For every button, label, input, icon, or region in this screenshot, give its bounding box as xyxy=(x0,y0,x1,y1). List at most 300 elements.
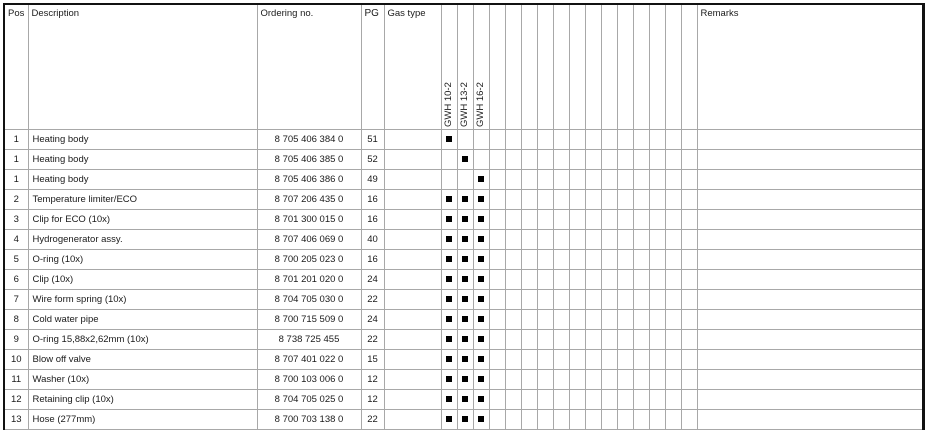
cell-description: Wire form spring (10x) xyxy=(28,289,257,309)
cell-empty xyxy=(617,409,633,429)
cell-empty xyxy=(617,149,633,169)
filled-square-icon xyxy=(462,236,468,242)
filled-square-icon xyxy=(478,376,484,382)
cell-empty xyxy=(505,149,521,169)
cell-description: Washer (10x) xyxy=(28,369,257,389)
cell-empty xyxy=(601,289,617,309)
cell-empty xyxy=(569,249,585,269)
cell-model-mark xyxy=(441,369,457,389)
header-remarks: Remarks xyxy=(697,5,922,129)
table-body xyxy=(5,129,922,429)
cell-empty xyxy=(553,169,569,189)
filled-square-icon xyxy=(446,236,452,242)
cell-empty xyxy=(601,129,617,149)
cell-empty xyxy=(585,169,601,189)
table-row xyxy=(5,389,922,409)
cell-model-mark xyxy=(441,349,457,369)
cell-empty xyxy=(521,349,537,369)
cell-empty xyxy=(601,389,617,409)
cell-description: Blow off valve xyxy=(28,349,257,369)
cell-empty xyxy=(601,269,617,289)
cell-pg: 24 xyxy=(361,309,384,329)
cell-empty xyxy=(585,209,601,229)
cell-empty xyxy=(585,329,601,349)
cell-empty xyxy=(665,209,681,229)
cell-empty xyxy=(489,329,505,349)
cell-empty xyxy=(617,349,633,369)
cell-gas-type xyxy=(384,389,441,409)
header-empty-col xyxy=(505,5,521,129)
cell-empty xyxy=(585,129,601,149)
cell-empty xyxy=(553,389,569,409)
cell-empty xyxy=(681,249,697,269)
cell-empty xyxy=(521,309,537,329)
cell-model-mark xyxy=(441,329,457,349)
filled-square-icon xyxy=(478,296,484,302)
cell-ordering-no: 8 700 205 023 0 xyxy=(257,249,361,269)
cell-empty xyxy=(521,409,537,429)
cell-model-mark xyxy=(473,249,489,269)
header-empty-col xyxy=(489,5,505,129)
cell-empty xyxy=(665,169,681,189)
cell-empty xyxy=(569,309,585,329)
cell-empty xyxy=(521,389,537,409)
cell-pos: 2 xyxy=(5,189,28,209)
table-row xyxy=(5,149,922,169)
cell-empty xyxy=(633,169,649,189)
cell-empty xyxy=(649,289,665,309)
cell-empty xyxy=(665,409,681,429)
cell-pg: 22 xyxy=(361,289,384,309)
cell-model-mark xyxy=(441,309,457,329)
cell-empty xyxy=(601,169,617,189)
cell-empty xyxy=(601,329,617,349)
cell-empty xyxy=(585,249,601,269)
cell-empty xyxy=(681,289,697,309)
cell-empty xyxy=(649,349,665,369)
cell-empty xyxy=(633,289,649,309)
cell-model-mark xyxy=(441,389,457,409)
cell-model-mark xyxy=(457,369,473,389)
cell-pos: 9 xyxy=(5,329,28,349)
cell-pos: 10 xyxy=(5,349,28,369)
cell-empty xyxy=(521,369,537,389)
cell-empty xyxy=(585,349,601,369)
cell-ordering-no: 8 707 406 069 0 xyxy=(257,229,361,249)
cell-pg: 16 xyxy=(361,189,384,209)
cell-ordering-no: 8 700 703 138 0 xyxy=(257,409,361,429)
cell-empty xyxy=(633,129,649,149)
cell-gas-type xyxy=(384,249,441,269)
cell-empty xyxy=(505,189,521,209)
cell-model-mark xyxy=(441,149,457,169)
cell-pos: 4 xyxy=(5,229,28,249)
cell-empty xyxy=(617,229,633,249)
cell-empty xyxy=(681,269,697,289)
cell-empty xyxy=(553,209,569,229)
filled-square-icon xyxy=(478,416,484,422)
cell-empty xyxy=(649,309,665,329)
filled-square-icon xyxy=(478,276,484,282)
cell-empty xyxy=(601,349,617,369)
cell-ordering-no: 8 701 201 020 0 xyxy=(257,269,361,289)
cell-model-mark xyxy=(473,349,489,369)
cell-gas-type xyxy=(384,169,441,189)
cell-ordering-no: 8 700 103 006 0 xyxy=(257,369,361,389)
cell-remarks xyxy=(697,229,922,249)
cell-empty xyxy=(505,229,521,249)
cell-empty xyxy=(649,389,665,409)
cell-model-mark xyxy=(457,389,473,409)
cell-pos: 1 xyxy=(5,149,28,169)
filled-square-icon xyxy=(478,256,484,262)
cell-description: Heating body xyxy=(28,169,257,189)
cell-empty xyxy=(553,129,569,149)
cell-empty xyxy=(489,149,505,169)
cell-model-mark xyxy=(473,269,489,289)
cell-empty xyxy=(633,189,649,209)
cell-empty xyxy=(633,409,649,429)
header-empty-col xyxy=(569,5,585,129)
filled-square-icon xyxy=(462,216,468,222)
cell-model-mark xyxy=(473,369,489,389)
cell-empty xyxy=(569,169,585,189)
cell-model-mark xyxy=(457,169,473,189)
table-row xyxy=(5,289,922,309)
cell-empty xyxy=(569,389,585,409)
cell-empty xyxy=(665,269,681,289)
cell-empty xyxy=(537,309,553,329)
header-empty-col xyxy=(649,5,665,129)
header-empty-col xyxy=(553,5,569,129)
cell-remarks xyxy=(697,249,922,269)
cell-empty xyxy=(617,369,633,389)
cell-empty xyxy=(649,369,665,389)
header-model-gwh-10-2: GWH 10-2 xyxy=(441,5,457,129)
filled-square-icon xyxy=(446,396,452,402)
cell-description: Hose (277mm) xyxy=(28,409,257,429)
cell-empty xyxy=(649,189,665,209)
cell-empty xyxy=(537,169,553,189)
cell-model-mark xyxy=(441,269,457,289)
cell-model-mark xyxy=(457,149,473,169)
cell-empty xyxy=(633,269,649,289)
cell-empty xyxy=(665,329,681,349)
cell-empty xyxy=(665,289,681,309)
cell-empty xyxy=(617,289,633,309)
table-row xyxy=(5,409,922,429)
cell-model-mark xyxy=(441,209,457,229)
cell-gas-type xyxy=(384,209,441,229)
filled-square-icon xyxy=(462,296,468,302)
cell-pg: 22 xyxy=(361,409,384,429)
cell-pg: 40 xyxy=(361,229,384,249)
cell-ordering-no: 8 705 406 386 0 xyxy=(257,169,361,189)
cell-empty xyxy=(617,169,633,189)
filled-square-icon xyxy=(478,196,484,202)
cell-empty xyxy=(649,169,665,189)
filled-square-icon xyxy=(462,376,468,382)
cell-pos: 3 xyxy=(5,209,28,229)
header-model-gwh-16-2: GWH 16-2 xyxy=(473,5,489,129)
filled-square-icon xyxy=(478,216,484,222)
cell-empty xyxy=(601,149,617,169)
cell-empty xyxy=(569,229,585,249)
cell-empty xyxy=(633,329,649,349)
cell-remarks xyxy=(697,309,922,329)
cell-empty xyxy=(681,209,697,229)
cell-empty xyxy=(601,249,617,269)
cell-empty xyxy=(537,389,553,409)
cell-empty xyxy=(681,389,697,409)
table-row xyxy=(5,349,922,369)
cell-empty xyxy=(553,289,569,309)
cell-pg: 22 xyxy=(361,329,384,349)
table-row xyxy=(5,169,922,189)
cell-model-mark xyxy=(441,409,457,429)
cell-model-mark xyxy=(441,169,457,189)
filled-square-icon xyxy=(462,196,468,202)
cell-empty xyxy=(537,129,553,149)
cell-empty xyxy=(585,149,601,169)
cell-empty xyxy=(489,129,505,149)
cell-ordering-no: 8 700 715 509 0 xyxy=(257,309,361,329)
cell-empty xyxy=(505,129,521,149)
cell-empty xyxy=(649,249,665,269)
filled-square-icon xyxy=(478,356,484,362)
cell-empty xyxy=(521,269,537,289)
cell-empty xyxy=(681,309,697,329)
cell-remarks xyxy=(697,129,922,149)
cell-empty xyxy=(521,129,537,149)
filled-square-icon xyxy=(446,216,452,222)
cell-empty xyxy=(569,369,585,389)
cell-empty xyxy=(521,329,537,349)
cell-empty xyxy=(505,249,521,269)
cell-empty xyxy=(505,309,521,329)
cell-empty xyxy=(665,129,681,149)
cell-empty xyxy=(585,369,601,389)
cell-gas-type xyxy=(384,349,441,369)
cell-empty xyxy=(633,209,649,229)
cell-ordering-no: 8 704 705 030 0 xyxy=(257,289,361,309)
cell-gas-type xyxy=(384,269,441,289)
cell-empty xyxy=(665,389,681,409)
cell-empty xyxy=(537,149,553,169)
filled-square-icon xyxy=(446,276,452,282)
cell-empty xyxy=(505,289,521,309)
cell-pg: 12 xyxy=(361,389,384,409)
cell-empty xyxy=(617,329,633,349)
cell-empty xyxy=(601,229,617,249)
cell-empty xyxy=(665,189,681,209)
cell-pos: 6 xyxy=(5,269,28,289)
filled-square-icon xyxy=(446,196,452,202)
cell-empty xyxy=(681,409,697,429)
cell-empty xyxy=(489,289,505,309)
cell-pos: 5 xyxy=(5,249,28,269)
cell-empty xyxy=(489,309,505,329)
cell-empty xyxy=(665,369,681,389)
header-model-gwh-13-2: GWH 13-2 xyxy=(457,5,473,129)
cell-empty xyxy=(569,129,585,149)
cell-empty xyxy=(585,189,601,209)
cell-model-mark xyxy=(441,129,457,149)
cell-empty xyxy=(633,249,649,269)
filled-square-icon xyxy=(446,376,452,382)
cell-remarks xyxy=(697,149,922,169)
header-empty-col xyxy=(633,5,649,129)
cell-pos: 1 xyxy=(5,129,28,149)
cell-description: Heating body xyxy=(28,129,257,149)
cell-empty xyxy=(665,149,681,169)
cell-empty xyxy=(569,269,585,289)
header-row xyxy=(5,5,922,129)
cell-empty xyxy=(585,389,601,409)
cell-empty xyxy=(617,309,633,329)
cell-empty xyxy=(553,309,569,329)
parts-list-table xyxy=(3,3,925,430)
header-empty-col xyxy=(521,5,537,129)
filled-square-icon xyxy=(462,416,468,422)
cell-empty xyxy=(681,129,697,149)
cell-model-mark xyxy=(441,289,457,309)
cell-model-mark xyxy=(441,189,457,209)
cell-empty xyxy=(665,309,681,329)
cell-empty xyxy=(681,229,697,249)
cell-empty xyxy=(585,229,601,249)
cell-model-mark xyxy=(457,329,473,349)
cell-empty xyxy=(553,349,569,369)
cell-model-mark xyxy=(473,389,489,409)
cell-empty xyxy=(537,189,553,209)
cell-empty xyxy=(681,349,697,369)
cell-empty xyxy=(505,389,521,409)
filled-square-icon xyxy=(478,336,484,342)
table-row xyxy=(5,369,922,389)
cell-empty xyxy=(553,149,569,169)
cell-model-mark xyxy=(457,189,473,209)
header-gas-type: Gas type xyxy=(384,5,441,129)
filled-square-icon xyxy=(446,336,452,342)
table-row xyxy=(5,189,922,209)
cell-ordering-no: 8 704 705 025 0 xyxy=(257,389,361,409)
cell-gas-type xyxy=(384,309,441,329)
cell-model-mark xyxy=(457,349,473,369)
cell-empty xyxy=(537,329,553,349)
cell-empty xyxy=(601,189,617,209)
cell-empty xyxy=(649,209,665,229)
cell-model-mark xyxy=(473,309,489,329)
cell-model-mark xyxy=(457,289,473,309)
cell-empty xyxy=(505,369,521,389)
cell-empty xyxy=(601,409,617,429)
filled-square-icon xyxy=(446,316,452,322)
cell-empty xyxy=(489,229,505,249)
cell-gas-type xyxy=(384,129,441,149)
cell-remarks xyxy=(697,389,922,409)
filled-square-icon xyxy=(462,276,468,282)
cell-model-mark xyxy=(473,229,489,249)
filled-square-icon xyxy=(462,336,468,342)
cell-empty xyxy=(521,189,537,209)
cell-description: Clip (10x) xyxy=(28,269,257,289)
cell-empty xyxy=(649,129,665,149)
header-pos: Pos xyxy=(5,5,28,129)
cell-empty xyxy=(489,349,505,369)
cell-description: Heating body xyxy=(28,149,257,169)
cell-model-mark xyxy=(457,129,473,149)
cell-ordering-no: 8 705 406 384 0 xyxy=(257,129,361,149)
cell-empty xyxy=(537,409,553,429)
cell-pg: 16 xyxy=(361,249,384,269)
header-empty-col xyxy=(537,5,553,129)
cell-empty xyxy=(537,369,553,389)
cell-empty xyxy=(505,329,521,349)
cell-empty xyxy=(617,129,633,149)
filled-square-icon xyxy=(446,356,452,362)
cell-empty xyxy=(489,249,505,269)
filled-square-icon xyxy=(446,256,452,262)
cell-empty xyxy=(649,329,665,349)
cell-empty xyxy=(665,249,681,269)
cell-empty xyxy=(521,149,537,169)
cell-empty xyxy=(489,209,505,229)
cell-empty xyxy=(617,389,633,409)
cell-model-mark xyxy=(441,229,457,249)
cell-remarks xyxy=(697,209,922,229)
cell-empty xyxy=(585,409,601,429)
header-empty-col xyxy=(601,5,617,129)
cell-empty xyxy=(681,149,697,169)
cell-ordering-no: 8 701 300 015 0 xyxy=(257,209,361,229)
cell-empty xyxy=(665,349,681,369)
cell-empty xyxy=(553,329,569,349)
cell-pg: 49 xyxy=(361,169,384,189)
table-row xyxy=(5,309,922,329)
cell-remarks xyxy=(697,409,922,429)
cell-model-mark xyxy=(457,249,473,269)
cell-empty xyxy=(633,309,649,329)
cell-empty xyxy=(601,209,617,229)
cell-empty xyxy=(553,369,569,389)
header-empty-col xyxy=(665,5,681,129)
cell-empty xyxy=(569,149,585,169)
cell-remarks xyxy=(697,269,922,289)
cell-pos: 13 xyxy=(5,409,28,429)
cell-empty xyxy=(521,229,537,249)
cell-empty xyxy=(489,369,505,389)
cell-ordering-no: 8 738 725 455 xyxy=(257,329,361,349)
cell-gas-type xyxy=(384,189,441,209)
cell-gas-type xyxy=(384,369,441,389)
cell-empty xyxy=(617,249,633,269)
cell-empty xyxy=(633,349,649,369)
cell-empty xyxy=(489,269,505,289)
cell-model-mark xyxy=(473,329,489,349)
cell-ordering-no: 8 705 406 385 0 xyxy=(257,149,361,169)
filled-square-icon xyxy=(462,256,468,262)
cell-empty xyxy=(569,289,585,309)
cell-model-mark xyxy=(457,409,473,429)
cell-empty xyxy=(569,329,585,349)
cell-empty xyxy=(489,409,505,429)
cell-empty xyxy=(553,269,569,289)
cell-empty xyxy=(617,269,633,289)
cell-pg: 12 xyxy=(361,369,384,389)
cell-description: Clip for ECO (10x) xyxy=(28,209,257,229)
cell-model-mark xyxy=(441,249,457,269)
